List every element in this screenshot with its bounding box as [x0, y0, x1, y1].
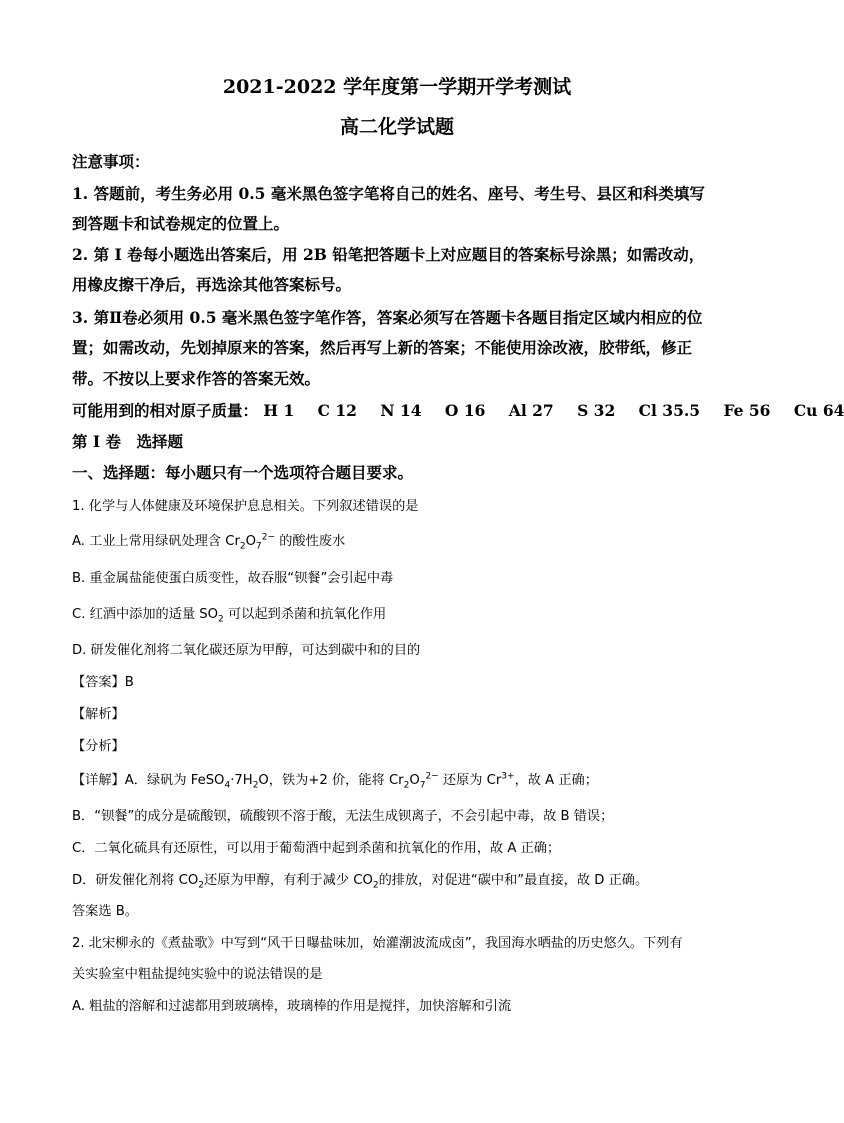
- q2-stem-line-1: 2. 北宋柳永的《煮盐歌》中写到“风干日曝盐味加，始灌潮波流成卤”，我国海水晒盐的历史悠久。下列有: [72, 936, 683, 951]
- q1-option-d: D. 研发催化剂将二氧化碳还原为甲醇，可达到碳中和的目的: [72, 643, 421, 658]
- atomic-mass-item: H 1: [263, 401, 295, 420]
- section-heading: 一、选择题：每小题只有一个选项符合题目要求。: [72, 463, 414, 482]
- q2-stem-line-2: 关实验室中粗盐提纯实验中的说法错误的是: [72, 967, 323, 982]
- atomic-mass-item: O 16: [444, 401, 486, 420]
- q1-detail-b: B．“钡餐”的成分是硫酸钡，硫酸钡不溶于酸，无法生成钡离子，不会引起中毒，故 B 错误；: [72, 809, 614, 824]
- note-3-line-3: 带。不按以上要求作答的答案无效。: [72, 369, 321, 388]
- exam-subtitle: 高二化学试题: [339, 116, 454, 138]
- note-2-line-1: 2. 第 I 卷每小题选出答案后，用 2B 铅笔把答题卡上对应题目的答案标号涂黑；如需改动，: [72, 245, 705, 264]
- q1-choice: 答案选 B。: [72, 904, 138, 919]
- q1-detail-d: D．研发催化剂将 $CO_2$还原为甲醇，有利于减少 $CO_2$的排放，对促进“碳中和”最直接，故 D 正确。: [72, 873, 649, 891]
- atomic-mass-item: N 14: [380, 401, 422, 420]
- atomic-mass-item: Al 27: [508, 401, 554, 420]
- atomic-mass-item: Cl 35.5: [638, 401, 701, 420]
- exam-title: 2021-2022 学年度第一学期开学考测试: [222, 76, 572, 98]
- q1-stem: 1. 化学与人体健康及环境保护息息相关。下列叙述错误的是: [72, 499, 419, 514]
- note-1-line-1: 1. 答题前，考生务必用 0.5 毫米黑色签字笔将自己的姓名、座号、考生号、县区和科类填写: [72, 184, 705, 203]
- q1-option-b: B. 重金属盐能使蛋白质变性，故吞服“钡餐”会引起中毒: [72, 571, 394, 586]
- q1-fenxi-label: 【分析】: [72, 739, 125, 754]
- q1-analysis-label: 【解析】: [72, 707, 125, 722]
- q1-answer: 【答案】B: [72, 675, 134, 690]
- q1-detail-c: C．二氧化硫具有还原性，可以用于葡萄酒中起到杀菌和抗氧化的作用，故 A 正确；: [72, 841, 561, 856]
- notes-heading: 注意事项：: [72, 152, 150, 171]
- atomic-mass-item: C 12: [317, 401, 357, 420]
- q1-option-a: A. 工业上常用绿矾处理含 $Cr_2O_7^{2-}$ 的酸性废水: [72, 532, 346, 552]
- atomic-mass-item: S 32: [577, 401, 616, 420]
- q1-detail-a: 【详解】A．绿矾为 $FeSO_4\cdot 7H_2O$，铁为+2 价，能将 $Cr_2O_7^{2-}$ 还原为 $Cr^{3+}$，故 A 正确；: [72, 771, 598, 791]
- atomic-mass-item: Cu 64: [793, 401, 844, 420]
- note-3-line-2: 置；如需改动，先划掉原来的答案，然后再写上新的答案；不能使用涂改液，胶带纸，修正: [72, 338, 693, 357]
- q2-option-a: A. 粗盐的溶解和过滤都用到玻璃棒，玻璃棒的作用是搅拌，加快溶解和引流: [72, 999, 512, 1014]
- atomic-mass-item: Fe 56: [723, 401, 771, 420]
- note-3-line-1: 3. 第Ⅱ卷必须用 0.5 毫米黑色签字笔作答，答案必须写在答题卡各题目指定区域内相应的位: [72, 308, 703, 327]
- part-heading: 第 I 卷 选择题: [72, 432, 184, 451]
- note-2-line-2: 用橡皮擦干净后，再选涂其他答案标号。: [72, 275, 352, 294]
- q1-option-c: C. 红酒中添加的适量 $SO_2$ 可以起到杀菌和抗氧化作用: [72, 607, 387, 625]
- atomic-mass-line: [72, 399, 844, 421]
- note-1-line-2: 到答题卡和试卷规定的位置上。: [72, 214, 290, 233]
- atomic-mass-label: 可能用到的相对原子质量：: [72, 401, 259, 420]
